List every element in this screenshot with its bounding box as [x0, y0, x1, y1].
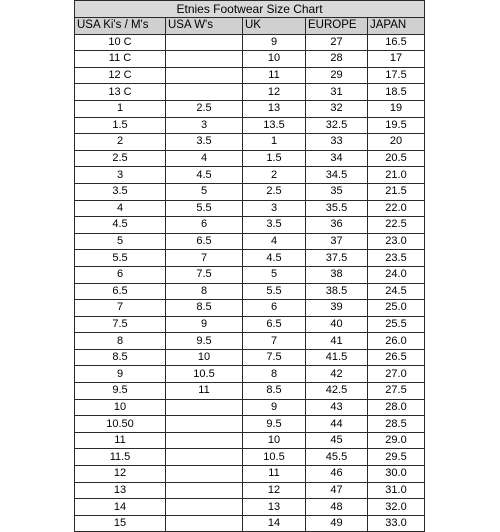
header-row — [75, 18, 425, 35]
usa-womens-cell — [166, 432, 243, 449]
uk-cell: 9.5 — [243, 416, 306, 433]
chart-title: Etnies Footwear Size Chart — [75, 1, 425, 18]
usa-womens-cell: 3 — [166, 117, 243, 134]
usa-womens-cell — [166, 515, 243, 532]
table-row — [75, 200, 425, 217]
size-chart-sheet — [74, 0, 424, 530]
usa-womens-cell: 10 — [166, 349, 243, 366]
usa-kids-mens-cell: 9.5 — [75, 383, 166, 400]
table-row — [75, 67, 425, 84]
table-row — [75, 183, 425, 200]
usa-womens-cell — [166, 51, 243, 68]
usa-kids-mens-cell: 5.5 — [75, 250, 166, 267]
europe-cell: 44 — [306, 416, 368, 433]
europe-cell: 42 — [306, 366, 368, 383]
europe-cell: 47 — [306, 482, 368, 499]
table-row — [75, 383, 425, 400]
europe-cell: 41.5 — [306, 349, 368, 366]
usa-kids-mens-cell: 1 — [75, 100, 166, 117]
usa-kids-mens-cell: 2 — [75, 134, 166, 151]
usa-womens-cell — [166, 466, 243, 483]
usa-kids-mens-cell: 14 — [75, 499, 166, 516]
usa-womens-cell: 6.5 — [166, 233, 243, 250]
usa-womens-cell — [166, 449, 243, 466]
usa-womens-cell: 9.5 — [166, 333, 243, 350]
table-row — [75, 349, 425, 366]
table-row — [75, 482, 425, 499]
table-row — [75, 233, 425, 250]
usa-womens-cell — [166, 482, 243, 499]
table-row — [75, 150, 425, 167]
table-row — [75, 432, 425, 449]
usa-kids-mens-cell: 12 C — [75, 67, 166, 84]
usa-kids-mens-cell: 4.5 — [75, 217, 166, 234]
japan-cell: 32.0 — [368, 499, 425, 516]
column-header-usa-womens: USA W's — [166, 18, 243, 35]
usa-kids-mens-cell: 6.5 — [75, 283, 166, 300]
usa-womens-cell: 6 — [166, 217, 243, 234]
usa-kids-mens-cell: 1.5 — [75, 117, 166, 134]
usa-kids-mens-cell: 13 C — [75, 84, 166, 101]
uk-cell: 2.5 — [243, 183, 306, 200]
europe-cell: 32.5 — [306, 117, 368, 134]
column-header-europe: EUROPE — [306, 18, 368, 35]
usa-womens-cell: 4 — [166, 150, 243, 167]
europe-cell: 45 — [306, 432, 368, 449]
japan-cell: 27.0 — [368, 366, 425, 383]
usa-womens-cell — [166, 34, 243, 51]
europe-cell: 41 — [306, 333, 368, 350]
japan-cell: 26.0 — [368, 333, 425, 350]
usa-womens-cell — [166, 84, 243, 101]
uk-cell: 13 — [243, 499, 306, 516]
usa-kids-mens-cell: 4 — [75, 200, 166, 217]
usa-womens-cell — [166, 416, 243, 433]
usa-kids-mens-cell: 2.5 — [75, 150, 166, 167]
uk-cell: 11 — [243, 67, 306, 84]
usa-womens-cell: 7.5 — [166, 266, 243, 283]
table-row — [75, 366, 425, 383]
japan-cell: 22.5 — [368, 217, 425, 234]
japan-cell: 29.0 — [368, 432, 425, 449]
europe-cell: 28 — [306, 51, 368, 68]
uk-cell: 6.5 — [243, 316, 306, 333]
japan-cell: 24.0 — [368, 266, 425, 283]
japan-cell: 33.0 — [368, 515, 425, 532]
uk-cell: 1.5 — [243, 150, 306, 167]
table-row — [75, 416, 425, 433]
uk-cell: 13 — [243, 100, 306, 117]
usa-womens-cell: 5.5 — [166, 200, 243, 217]
japan-cell: 24.5 — [368, 283, 425, 300]
usa-kids-mens-cell: 5 — [75, 233, 166, 250]
usa-kids-mens-cell: 6 — [75, 266, 166, 283]
usa-womens-cell — [166, 499, 243, 516]
uk-cell: 7.5 — [243, 349, 306, 366]
table-row — [75, 300, 425, 317]
uk-cell: 10.5 — [243, 449, 306, 466]
usa-kids-mens-cell: 15 — [75, 515, 166, 532]
japan-cell: 31.0 — [368, 482, 425, 499]
table-row — [75, 283, 425, 300]
japan-cell: 22.0 — [368, 200, 425, 217]
column-header-japan: JAPAN — [368, 18, 425, 35]
europe-cell: 36 — [306, 217, 368, 234]
table-row — [75, 333, 425, 350]
japan-cell: 16.5 — [368, 34, 425, 51]
europe-cell: 40 — [306, 316, 368, 333]
usa-kids-mens-cell: 13 — [75, 482, 166, 499]
europe-cell: 43 — [306, 399, 368, 416]
uk-cell: 8 — [243, 366, 306, 383]
usa-womens-cell — [166, 399, 243, 416]
uk-cell: 3.5 — [243, 217, 306, 234]
europe-cell: 33 — [306, 134, 368, 151]
table-row — [75, 100, 425, 117]
japan-cell: 29.5 — [368, 449, 425, 466]
usa-kids-mens-cell: 12 — [75, 466, 166, 483]
table-row — [75, 499, 425, 516]
table-row — [75, 117, 425, 134]
japan-cell: 25.5 — [368, 316, 425, 333]
table-row — [75, 449, 425, 466]
usa-kids-mens-cell: 8 — [75, 333, 166, 350]
usa-kids-mens-cell: 10 — [75, 399, 166, 416]
table-row — [75, 34, 425, 51]
usa-kids-mens-cell: 8.5 — [75, 349, 166, 366]
usa-kids-mens-cell: 10 C — [75, 34, 166, 51]
uk-cell: 4 — [243, 233, 306, 250]
uk-cell: 12 — [243, 84, 306, 101]
japan-cell: 26.5 — [368, 349, 425, 366]
usa-womens-cell: 4.5 — [166, 167, 243, 184]
table-row — [75, 84, 425, 101]
usa-womens-cell: 8 — [166, 283, 243, 300]
usa-womens-cell: 11 — [166, 383, 243, 400]
usa-womens-cell — [166, 67, 243, 84]
europe-cell: 35 — [306, 183, 368, 200]
usa-kids-mens-cell: 11.5 — [75, 449, 166, 466]
table-row — [75, 266, 425, 283]
uk-cell: 8.5 — [243, 383, 306, 400]
usa-kids-mens-cell: 3.5 — [75, 183, 166, 200]
uk-cell: 5 — [243, 266, 306, 283]
europe-cell: 38.5 — [306, 283, 368, 300]
japan-cell: 27.5 — [368, 383, 425, 400]
europe-cell: 42.5 — [306, 383, 368, 400]
japan-cell: 19.5 — [368, 117, 425, 134]
europe-cell: 48 — [306, 499, 368, 516]
usa-kids-mens-cell: 10.50 — [75, 416, 166, 433]
uk-cell: 10 — [243, 51, 306, 68]
japan-cell: 17.5 — [368, 67, 425, 84]
japan-cell: 19 — [368, 100, 425, 117]
uk-cell: 2 — [243, 167, 306, 184]
table-row — [75, 399, 425, 416]
table-row — [75, 250, 425, 267]
japan-cell: 18.5 — [368, 84, 425, 101]
uk-cell: 12 — [243, 482, 306, 499]
japan-cell: 25.0 — [368, 300, 425, 317]
europe-cell: 46 — [306, 466, 368, 483]
usa-womens-cell: 3.5 — [166, 134, 243, 151]
usa-womens-cell: 2.5 — [166, 100, 243, 117]
table-row — [75, 217, 425, 234]
uk-cell: 3 — [243, 200, 306, 217]
uk-cell: 9 — [243, 399, 306, 416]
size-rows — [75, 34, 425, 532]
europe-cell: 39 — [306, 300, 368, 317]
japan-cell: 21.0 — [368, 167, 425, 184]
uk-cell: 6 — [243, 300, 306, 317]
table-row — [75, 515, 425, 532]
title-row — [75, 1, 425, 18]
usa-womens-cell: 10.5 — [166, 366, 243, 383]
europe-cell: 38 — [306, 266, 368, 283]
europe-cell: 31 — [306, 84, 368, 101]
column-header-uk: UK — [243, 18, 306, 35]
usa-womens-cell: 9 — [166, 316, 243, 333]
table-row — [75, 134, 425, 151]
uk-cell: 5.5 — [243, 283, 306, 300]
usa-womens-cell: 7 — [166, 250, 243, 267]
japan-cell: 23.0 — [368, 233, 425, 250]
uk-cell: 14 — [243, 515, 306, 532]
japan-cell: 30.0 — [368, 466, 425, 483]
europe-cell: 35.5 — [306, 200, 368, 217]
uk-cell: 13.5 — [243, 117, 306, 134]
table-row — [75, 51, 425, 68]
europe-cell: 45.5 — [306, 449, 368, 466]
uk-cell: 4.5 — [243, 250, 306, 267]
europe-cell: 49 — [306, 515, 368, 532]
column-header-usa-kids-mens: USA Ki's / M's — [75, 18, 166, 35]
japan-cell: 23.5 — [368, 250, 425, 267]
japan-cell: 20 — [368, 134, 425, 151]
japan-cell: 21.5 — [368, 183, 425, 200]
table-row — [75, 316, 425, 333]
japan-cell: 28.0 — [368, 399, 425, 416]
usa-womens-cell: 5 — [166, 183, 243, 200]
europe-cell: 34.5 — [306, 167, 368, 184]
usa-kids-mens-cell: 11 C — [75, 51, 166, 68]
table-row — [75, 466, 425, 483]
usa-kids-mens-cell: 3 — [75, 167, 166, 184]
europe-cell: 37.5 — [306, 250, 368, 267]
europe-cell: 37 — [306, 233, 368, 250]
usa-kids-mens-cell: 9 — [75, 366, 166, 383]
japan-cell: 28.5 — [368, 416, 425, 433]
usa-womens-cell: 8.5 — [166, 300, 243, 317]
uk-cell: 1 — [243, 134, 306, 151]
uk-cell: 10 — [243, 432, 306, 449]
uk-cell: 7 — [243, 333, 306, 350]
usa-kids-mens-cell: 11 — [75, 432, 166, 449]
europe-cell: 32 — [306, 100, 368, 117]
uk-cell: 9 — [243, 34, 306, 51]
uk-cell: 11 — [243, 466, 306, 483]
japan-cell: 20.5 — [368, 150, 425, 167]
usa-kids-mens-cell: 7.5 — [75, 316, 166, 333]
table-row — [75, 167, 425, 184]
europe-cell: 29 — [306, 67, 368, 84]
europe-cell: 27 — [306, 34, 368, 51]
usa-kids-mens-cell: 7 — [75, 300, 166, 317]
size-chart-table — [74, 0, 425, 532]
japan-cell: 17 — [368, 51, 425, 68]
europe-cell: 34 — [306, 150, 368, 167]
